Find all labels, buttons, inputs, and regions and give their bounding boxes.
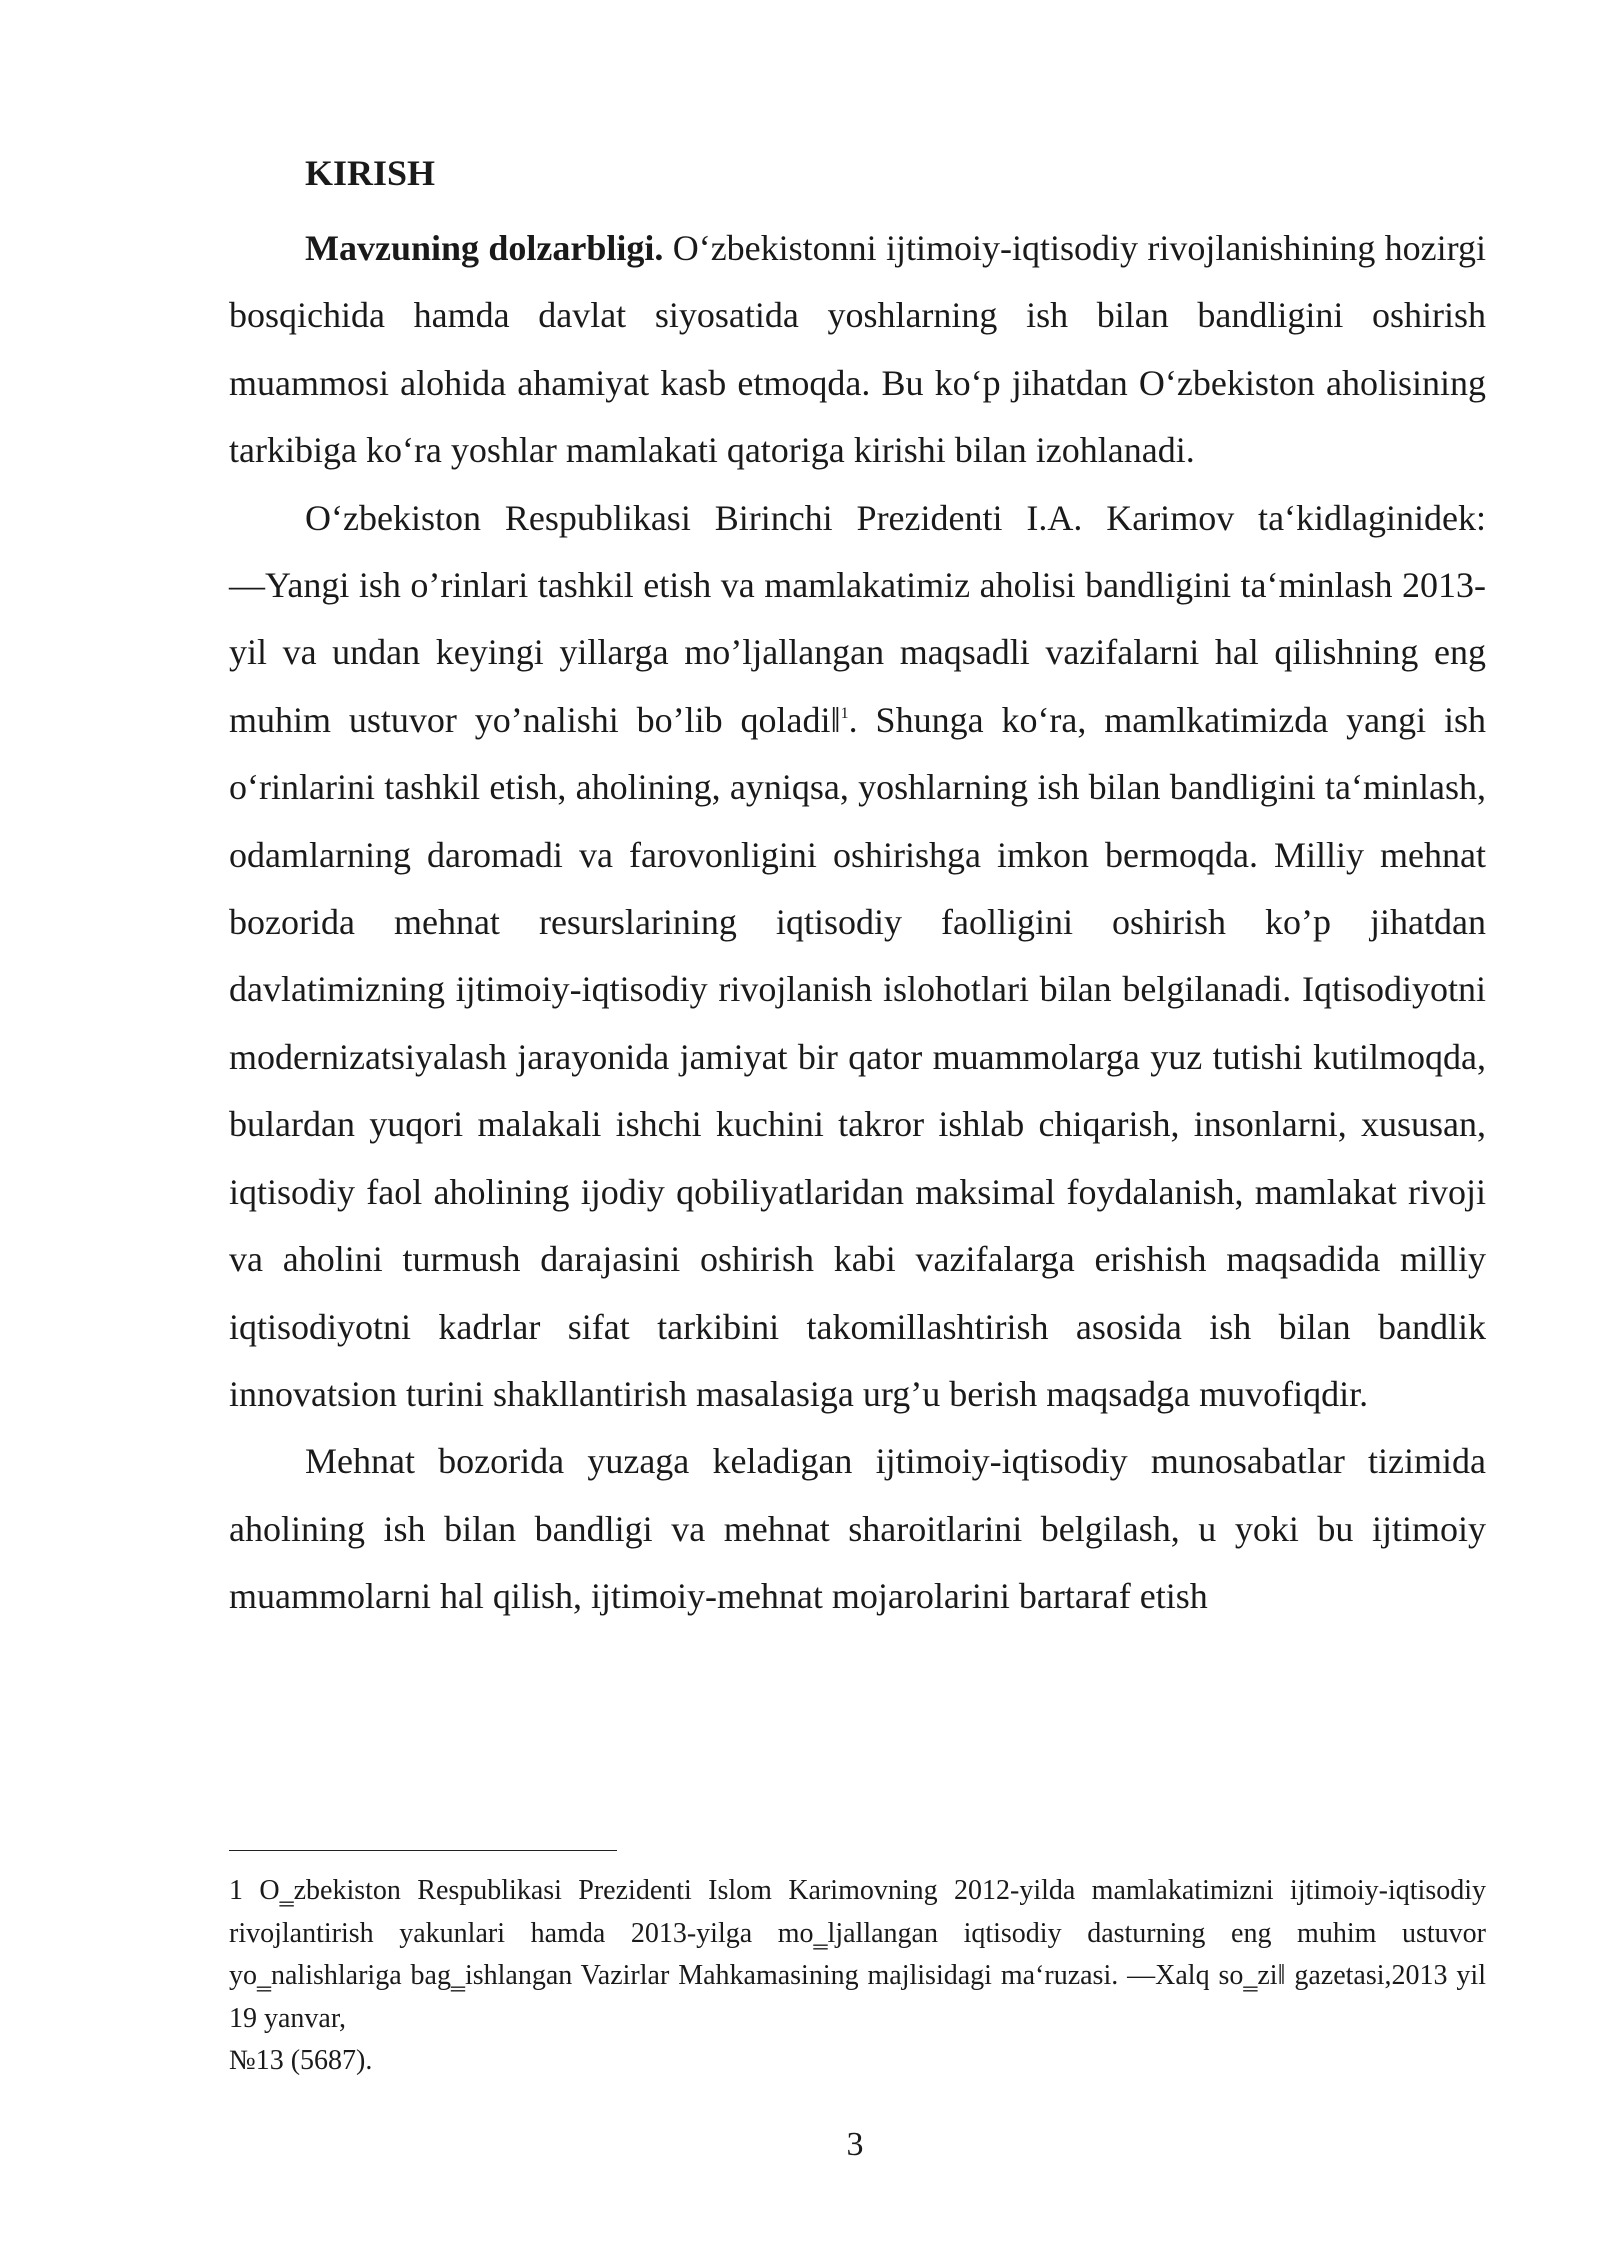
footnote-divider [229, 1850, 617, 1851]
footnote-reference[interactable]: 1 [840, 704, 849, 722]
paragraph-text: Mehnat bozorida yuzaga keladigan ijtimoiy-iqtisodiy munosabatlar tizimida aholining ish bilan bandligi va mehnat sharoitlarini belgilash, u yoki bu ijtimoiy muammolarni hal qilish, ijtimoiy-mehnat mojarolarini bartaraf etish [229, 1441, 1486, 1617]
section-heading: KIRISH [305, 153, 436, 193]
footnote-text: 1 O‗zbekiston Respublikasi Prezidenti Islom Karimovning 2012-yilda mamlakatimizni ijtimoiy-iqtisodiy rivojlantirish yakunlari hamda 2013-yilga mo‗ljallangan iqtisodiy dasturning eng muhim ustuvor yo‗nalishlariga bag‗ishlangan Vazirlar Mahkamasining majlisidagi ma‘ruzasi. ―Xalq so‗zi‖ gazetasi,2013 yil 19 yanvar, [229, 1875, 1486, 2034]
paragraph-text: O‘zbekiston Respublikasi Birinchi Prezidenti I.A. Karimov ta‘kidlaginidek: ―Yangi ish o’rinlari tashkil etish va mamlakatimiz aholisi bandligini ta‘minlash 2013-yil va undan keyingi yillarga mo’ljallangan maqsadli vazifalarni hal qilishning eng muhim ustuvor yo’nalishi bo’lib qoladi‖ [229, 497, 1486, 740]
paragraph-relevance [229, 215, 1486, 485]
footnote-issue: №13 (5687). [229, 2045, 373, 2076]
paragraph-text: . Shunga ko‘ra, mamlkatimizda yangi ish o‘rinlarini tashkil etish, aholining, ayniqsa, yoshlarning ish bilan bandligini ta‘minlash, odamlarning daromadi va farovonligini oshirishga imkon bermoqda. Milliy mehnat bozorida mehnat resurslarining iqtisodiy faolligini oshirish ko’p jihatdan davlatimizning ijtimoiy-iqtisodiy rivojlanish islohotlari bilan belgilanadi. Iqtisodiyotni modernizatsiyalash jarayonida jamiyat bir qator muammolarga yuz tutishi kutilmoqda, bulardan yuqori malakali ishchi kuchini takror ishlab chiqarish, insonlarni, xususan, iqtisodiy faol aholining ijodiy qobiliyatlaridan maksimal foydalanish, mamlakat rivoji va aholini turmush darajasini oshirish kabi vazifalarga erishish maqsadida milliy iqtisodiyotni kadrlar sifat tarkibini takomillashtirish asosida ish bilan bandlik innovatsion turini shakllantirish masalasiga urg’u berish maqsadga muvofiqdir. [229, 699, 1487, 1414]
document-body [229, 148, 1486, 1631]
paragraph-quote [229, 485, 1486, 1429]
paragraph-lead: Mavzuning dolzarbligi. [305, 228, 664, 268]
paragraph-labor-market [229, 1428, 1486, 1630]
paragraph-text: O‘zbekistonni ijtimoiy-iqtisodiy rivojlanishining hozirgi bosqichida hamda davlat siyosatida yoshlarning ish bilan bandligini oshirish muammosi alohida ahamiyat kasb etmoqda. Bu ko‘p jihatdan O‘zbekiston aholisining tarkibiga ko‘ra yoshlar mamlakati qatoriga kirishi bilan izohlanadi. [229, 228, 1486, 471]
page-number: 3 [846, 2126, 864, 2163]
